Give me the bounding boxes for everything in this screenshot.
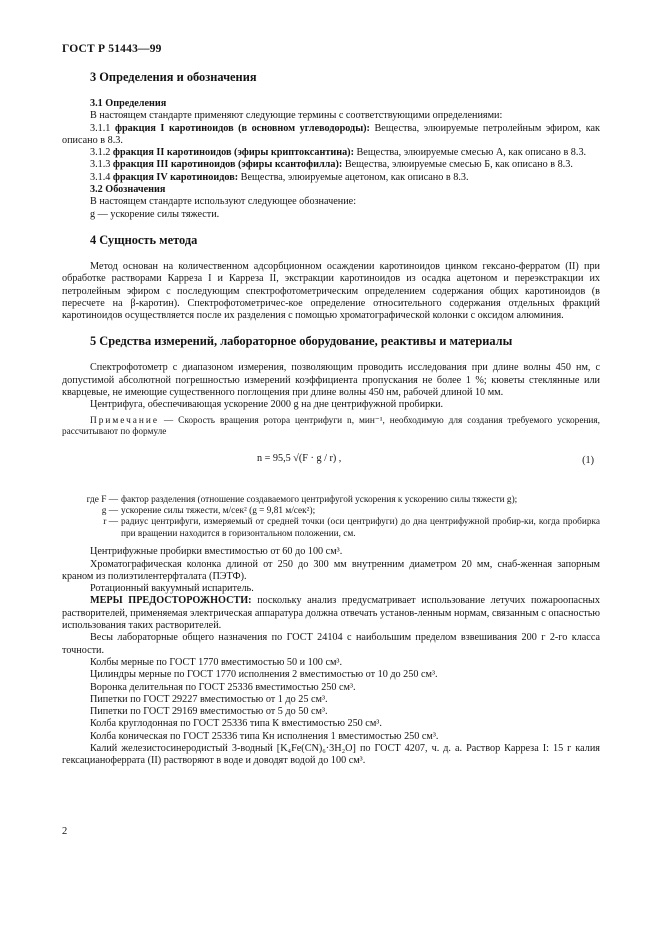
equipment-item: Воронка делительная по ГОСТ 25336 вместимостью 250 см³. (90, 681, 356, 693)
equipment-item: Колба коническая по ГОСТ 25336 типа Кн исполнения 1 вместимостью 250 см³. (90, 730, 439, 742)
document-body (62, 70, 600, 768)
chromatography-column: Хроматографическая колонка длиной от 250 до 300 мм внутренним диаметром 20 мм, снаб-женная запорным краном из полиэтилентерфталата (ПЭТФ). (62, 558, 600, 582)
section-5-title: 5 Средства измерений, лабораторное оборудование, реактивы и материалы (90, 334, 513, 349)
page-number: 2 (62, 826, 68, 837)
equipment-item: Цилиндры мерные по ГОСТ 1770 исполнения 2 вместимостью от 10 до 250 см³. (90, 669, 438, 681)
definition-3-1-2: 3.1.2 фракция II каротиноидов (эфиры криптоксантина): Вещества, элюируемые смесью А, как описано в 8.3. (90, 147, 587, 159)
equipment-item: Колба круглодонная по ГОСТ 25336 типа К вместимостью 250 см³. (90, 718, 382, 730)
definition-3-1-3: 3.1.3 фракция III каротиноидов (эфиры ксантофилла): Вещества, элюируемые смесью Б, как описано в 8.3. (90, 159, 573, 171)
definition-3-1-1: 3.1.1 фракция I каротиноидов (в основном углеводороды): Вещества, элюируемые петролейным эфиром, как описано в 8.3. (62, 122, 600, 146)
formula-legend (62, 495, 600, 541)
equipment-item: Пипетки по ГОСТ 29169 вместимостью от 5 до 50 см³. (90, 706, 328, 718)
section-3-title: 3 Определения и обозначения (90, 70, 257, 84)
section-4-text: Метод основан на количественном адсорбционном осаждении каротиноидов цинком гексано-ферратом (II) при обработке растворами Карреза I и Карреза II, экстракции каротиноидов из осадка ацетоном и переэкстракции их петролейным эфиром с последующим спектрофотометрическим определением содержания общих каротиноидов (в пересчете на β-каротин). Спектрофотометричес-кое определение относительного содержания отдельных фракций каротиноидов осуществляется после их разделения с помощью хроматографической колонки с оксидом алюминия. (62, 260, 600, 322)
definition-3-1-4: 3.1.4 фракция IV каротиноидов: Вещества, элюируемые ацетоном, как описано в 8.3. (90, 171, 469, 183)
section-3-2-intro: В настоящем стандарте используют следующее обозначение: (90, 196, 357, 208)
centrifuge-tubes: Центрифужные пробирки вместимостью от 60 до 100 см³. (90, 546, 343, 558)
equipment-item: Пипетки по ГОСТ 29227 вместимостью от 1 до 25 см³. (90, 693, 328, 705)
document-header: ГОСТ Р 51443—99 (62, 43, 162, 55)
centrifuge-note: Примечание — Скорость вращения ротора центрифуги n, мин⁻¹, необходимую для создания требуемого ускорения, рассчитывают по формуле (62, 415, 600, 438)
section-3-intro: В настоящем стандарте применяют следующие термины с соответствующими определениями: (90, 110, 503, 122)
formula-number: (1) (582, 454, 594, 466)
rotary-evaporator: Ротационный вакуумный испаритель. (90, 583, 254, 595)
subsection-3-2-title: 3.2 Обозначения (90, 184, 166, 196)
centrifuge-paragraph: Центрифуга, обеспечивающая ускорение 2000 g на дне центрифужной пробирки. (90, 399, 444, 411)
scales-paragraph: Весы лабораторные общего назначения по ГОСТ 24104 с наибольшим пределом взвешивания 200 г 2-го класса точности. (62, 632, 600, 656)
spectrophotometer-paragraph: Спектрофотометр с диапазоном измерения, позволяющим проводить исследования при длине волны 450 нм, с допустимой абсолютной погрешностью измерений коэффициента пропускания не более 1 %; кюветы стеклянные или кварцевые, не имеющие существенного поглощения при длине волны 450 нм, рабочей длиной 10 мм. (62, 362, 600, 399)
section-4-title: 4 Сущность метода (90, 232, 198, 247)
legend-row-g: g — ускорение силы тяжести, м/сек² (g = 9,81 м/сек²); (101, 506, 316, 517)
formula-block (62, 445, 600, 487)
reagent-carrez-i: Калий железистосинеродистый 3-водный [K₄Fe(CN)₆·3H₂O] по ГОСТ 4207, ч. д. а. Раствор Карреза I: 15 г калия гексацианоферрата (II) растворяют в воде и доводят водой до 100 см³. (62, 743, 600, 767)
subsection-3-1-title: 3.1 Определения (90, 98, 167, 109)
legend-row-r: r — радиус центрифуги, измеряемый от средней точки (оси центрифуги) до дна центрифужной пробир-ки, когда пробирка при вращении находится в горизонтальном положении, см. (103, 517, 600, 539)
symbol-g-definition: g — ускорение силы тяжести. (90, 208, 220, 220)
safety-warning: МЕРЫ ПРЕДОСТОРОЖНОСТИ: поскольку анализ предусматривает использование летучих пожароопасных растворителей, применяемая электрическая аппаратура должна отвечать установ-ленным нормам, связанным с опасностью использования таких растворителей. (62, 595, 600, 632)
legend-row-f: где F — фактор разделения (отношение создаваемого центрифугой ускорения к ускорению силы тяжести g); (86, 494, 518, 505)
equipment-item: Колбы мерные по ГОСТ 1770 вместимостью 50 и 100 см³. (90, 656, 343, 668)
formula-expression: n = 95,5 √(F · g / r) , (257, 452, 342, 464)
